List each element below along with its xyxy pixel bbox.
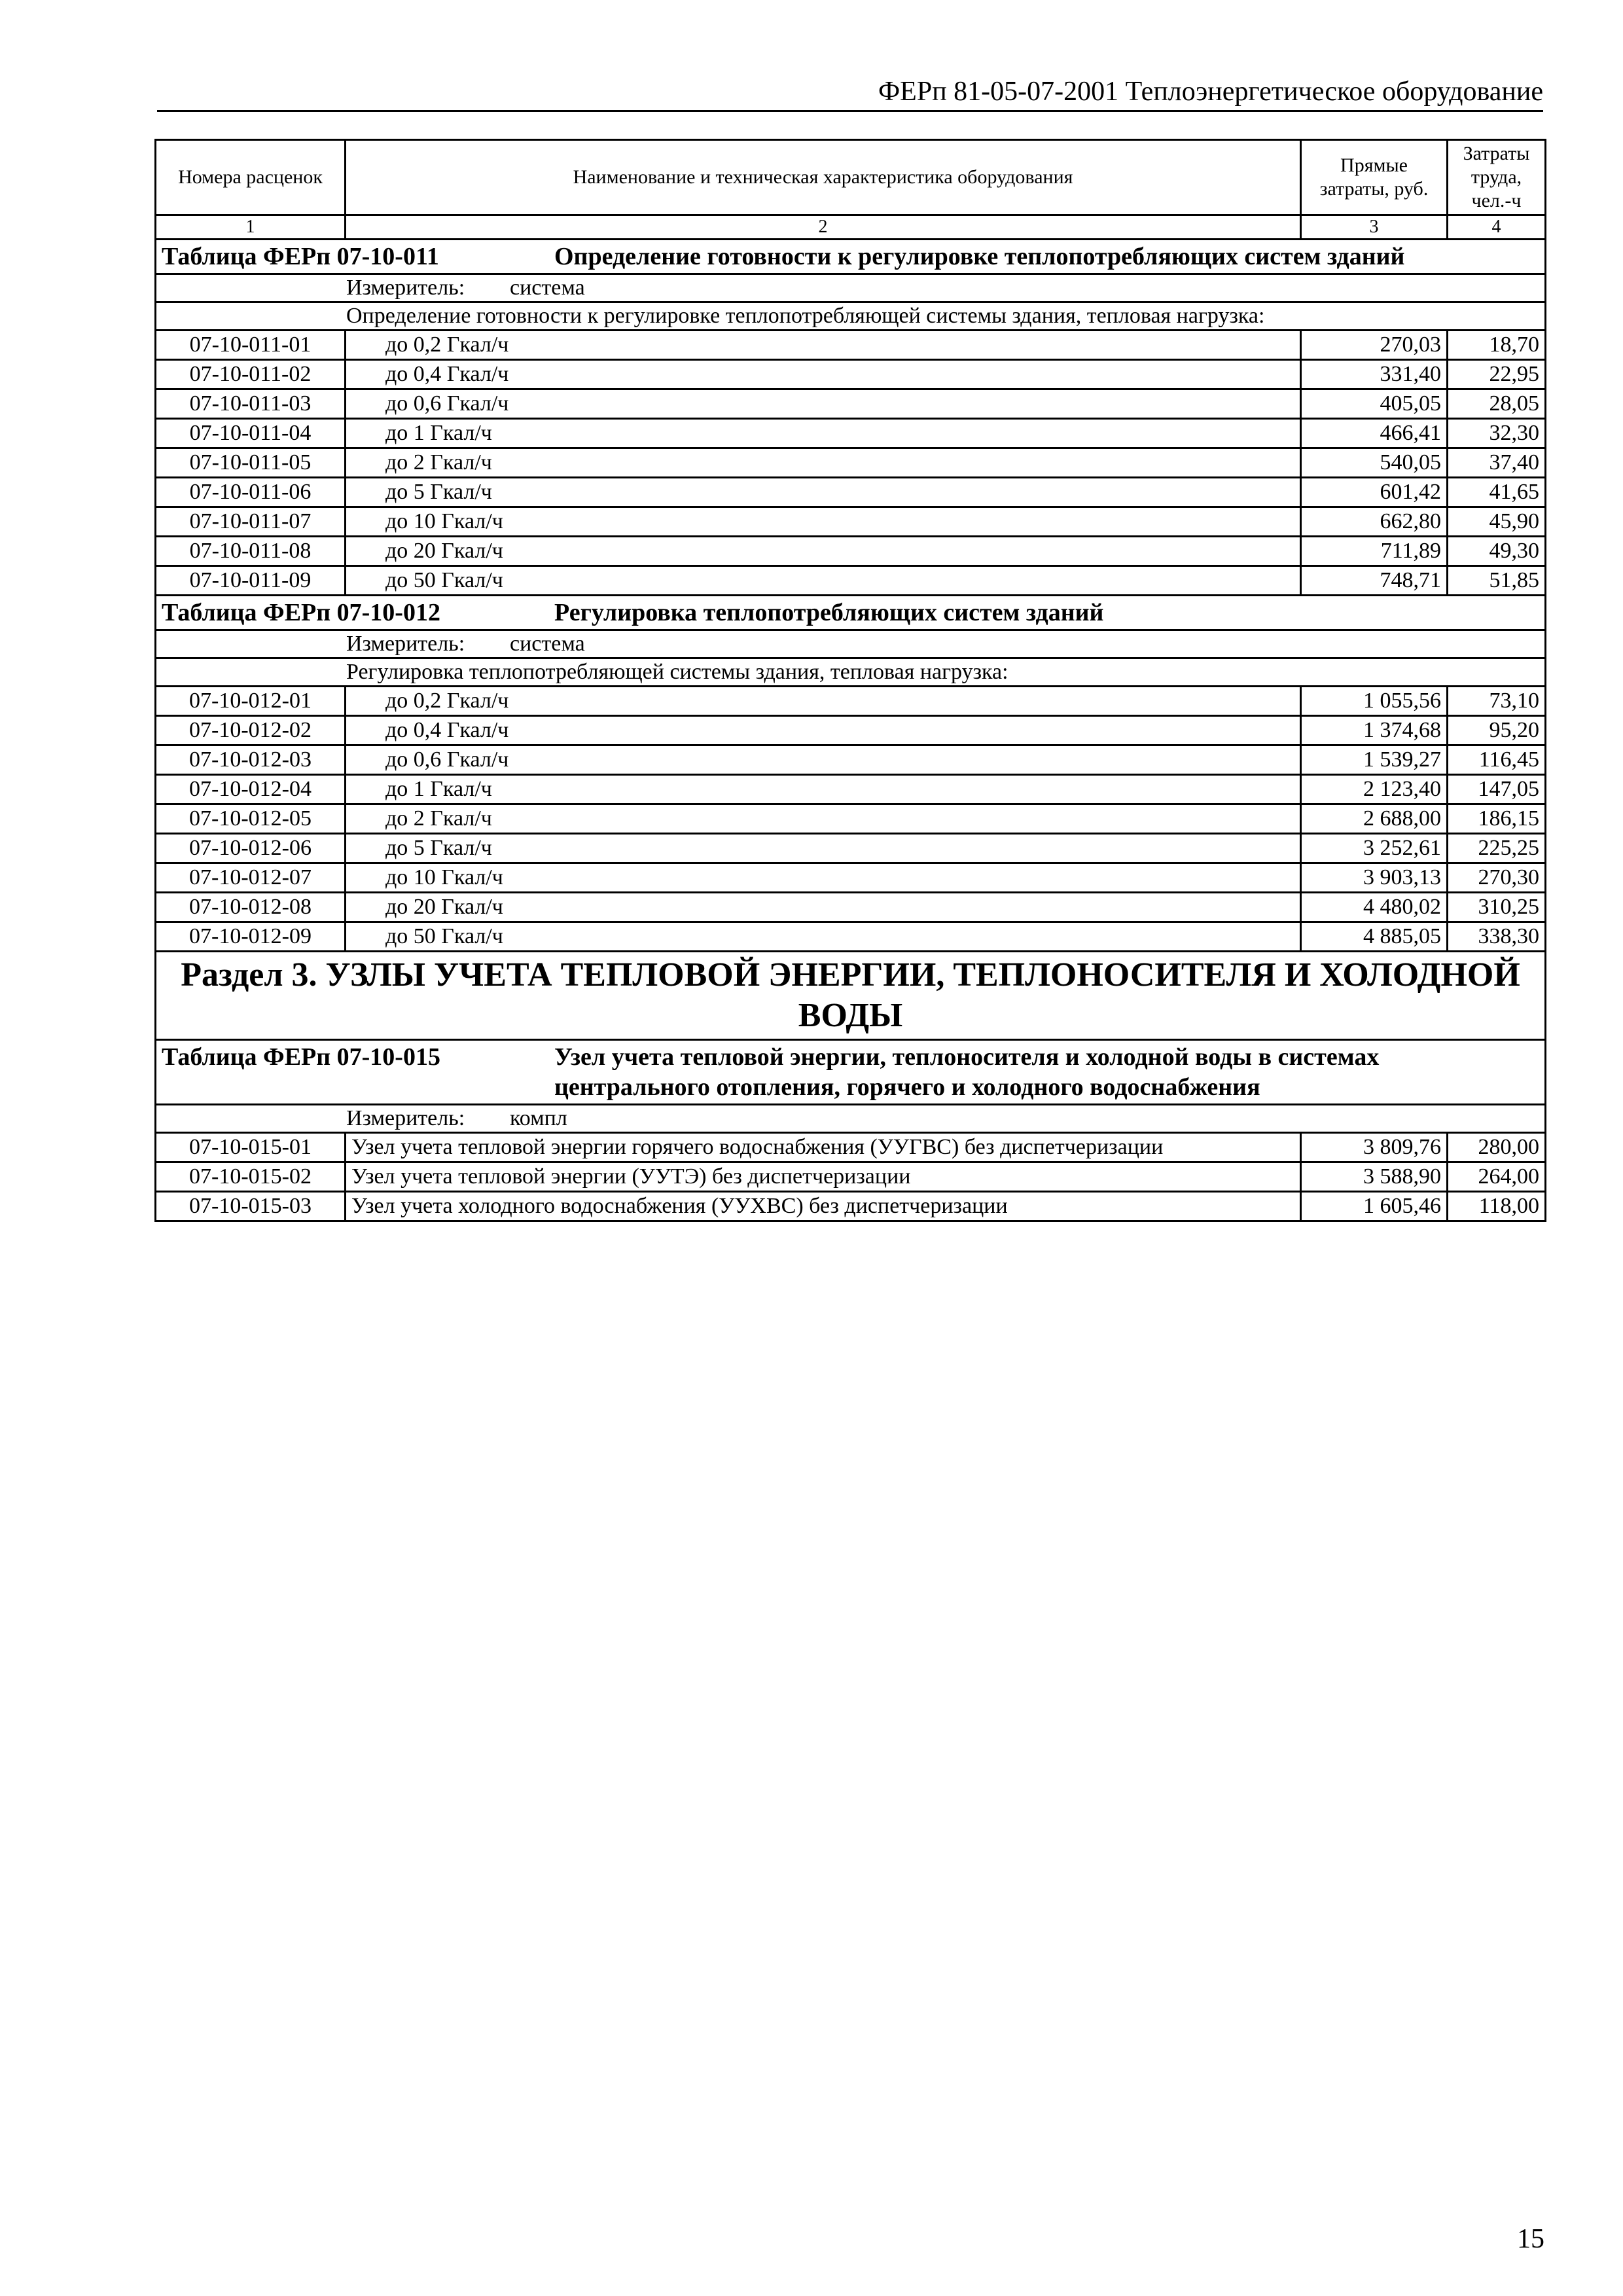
table-row [156,566,1546,596]
rate-code: 07-10-012-09 [156,922,346,952]
column-headers [156,140,1546,215]
table-row [156,478,1546,507]
labor-cost: 73,10 [1448,687,1546,716]
rate-code: 07-10-011-05 [156,448,346,478]
col-number-2: 2 [346,215,1301,240]
labor-cost: 270,30 [1448,863,1546,893]
col-number-4: 4 [1448,215,1546,240]
table-row [156,448,1546,478]
measure-value: система [510,276,585,300]
rate-description: Узел учета тепловой энергии (УУТЭ) без диспетчеризации [346,1162,1301,1192]
rate-code: 07-10-011-06 [156,478,346,507]
table-row [156,834,1546,863]
labor-cost: 45,90 [1448,507,1546,537]
direct-cost: 2 123,40 [1301,775,1448,804]
table-row [156,537,1546,566]
direct-cost: 466,41 [1301,419,1448,448]
labor-cost: 147,05 [1448,775,1546,804]
direct-cost: 1 605,46 [1301,1192,1448,1221]
direct-cost: 331,40 [1301,360,1448,389]
table-015-heading [156,1040,1546,1105]
rate-description: Узел учета холодного водоснабжения (УУХВС) без диспетчеризации [346,1192,1301,1221]
direct-cost: 270,03 [1301,331,1448,360]
table-row [156,1162,1546,1192]
labor-cost: 37,40 [1448,448,1546,478]
table-row [156,507,1546,537]
direct-cost: 4 480,02 [1301,893,1448,922]
rate-code: 07-10-012-02 [156,716,346,745]
labor-cost: 49,30 [1448,537,1546,566]
table-row [156,922,1546,952]
table-011-measure [156,274,1546,302]
col-header-codes: Номера расценок [156,140,346,215]
labor-cost: 225,25 [1448,834,1546,863]
table-row [156,893,1546,922]
table-row [156,745,1546,775]
table-row [156,389,1546,419]
rate-description: до 50 Гкал/ч [346,922,1301,952]
labor-cost: 32,30 [1448,419,1546,448]
rate-code: 07-10-011-08 [156,537,346,566]
rate-code: 07-10-012-01 [156,687,346,716]
rate-code: 07-10-012-03 [156,745,346,775]
table-011-note: Определение готовности к регулировке теплопотребляющей системы здания, тепловая нагрузка: [156,302,1546,331]
rate-description: до 0,4 Гкал/ч [346,716,1301,745]
rate-description: до 20 Гкал/ч [346,537,1301,566]
direct-cost: 601,42 [1301,478,1448,507]
direct-cost: 3 252,61 [1301,834,1448,863]
labor-cost: 41,65 [1448,478,1546,507]
labor-cost: 118,00 [1448,1192,1546,1221]
table-012-title: Регулировка теплопотребляющих систем зданий [554,599,1104,626]
rate-code: 07-10-012-04 [156,775,346,804]
direct-cost: 748,71 [1301,566,1448,596]
table-015-code: Таблица ФЕРп 07-10-015 [162,1043,440,1071]
labor-cost: 116,45 [1448,745,1546,775]
direct-cost: 1 539,27 [1301,745,1448,775]
rate-description: до 5 Гкал/ч [346,834,1301,863]
rate-description: до 20 Гкал/ч [346,893,1301,922]
table-row [156,419,1546,448]
rate-description: до 10 Гкал/ч [346,507,1301,537]
direct-cost: 2 688,00 [1301,804,1448,834]
table-012-heading [156,596,1546,630]
rate-code: 07-10-015-03 [156,1192,346,1221]
labor-cost: 28,05 [1448,389,1546,419]
measure-label: Измеритель: [346,276,465,300]
rate-description: до 1 Гкал/ч [346,775,1301,804]
measure-value: компл [510,1106,567,1130]
table-row [156,716,1546,745]
table-row [156,331,1546,360]
labor-cost: 338,30 [1448,922,1546,952]
rate-description: до 0,6 Гкал/ч [346,389,1301,419]
rate-description: до 2 Гкал/ч [346,448,1301,478]
rate-code: 07-10-015-01 [156,1133,346,1162]
table-row [156,687,1546,716]
direct-cost: 711,89 [1301,537,1448,566]
direct-cost: 3 588,90 [1301,1162,1448,1192]
rate-description: до 10 Гкал/ч [346,863,1301,893]
rate-code: 07-10-011-09 [156,566,346,596]
col-number-1: 1 [156,215,346,240]
labor-cost: 264,00 [1448,1162,1546,1192]
table-012-measure [156,630,1546,658]
labor-cost: 51,85 [1448,566,1546,596]
rate-description: Узел учета тепловой энергии горячего водоснабжения (УУГВС) без диспетчеризации [346,1133,1301,1162]
table-row [156,360,1546,389]
direct-cost: 1 055,56 [1301,687,1448,716]
table-012-code: Таблица ФЕРп 07-10-012 [162,599,440,626]
direct-cost: 540,05 [1301,448,1448,478]
table-011-title: Определение готовности к регулировке теплопотребляющих систем зданий [554,243,1405,270]
table-row [156,1192,1546,1221]
rate-code: 07-10-012-06 [156,834,346,863]
rate-code: 07-10-011-02 [156,360,346,389]
rate-code: 07-10-011-07 [156,507,346,537]
measure-label: Измеритель: [346,1106,465,1130]
direct-cost: 4 885,05 [1301,922,1448,952]
direct-cost: 3 809,76 [1301,1133,1448,1162]
col-header-labor-costs: Затраты труда, чел.-ч [1448,140,1546,215]
rate-description: до 50 Гкал/ч [346,566,1301,596]
labor-cost: 310,25 [1448,893,1546,922]
direct-cost: 662,80 [1301,507,1448,537]
rates-table [154,139,1546,1222]
labor-cost: 95,20 [1448,716,1546,745]
rate-code: 07-10-011-01 [156,331,346,360]
table-row [156,1133,1546,1162]
measure-label: Измеритель: [346,632,465,656]
measure-value: система [510,632,585,656]
rate-code: 07-10-011-03 [156,389,346,419]
rate-code: 07-10-012-08 [156,893,346,922]
labor-cost: 280,00 [1448,1133,1546,1162]
table-row [156,775,1546,804]
table-row [156,863,1546,893]
rate-description: до 0,6 Гкал/ч [346,745,1301,775]
col-header-direct-costs: Прямые затраты, руб. [1301,140,1448,215]
direct-cost: 3 903,13 [1301,863,1448,893]
page-number: 15 [1517,2224,1544,2254]
table-012-note: Регулировка теплопотребляющей системы здания, тепловая нагрузка: [156,658,1546,687]
rate-code: 07-10-015-02 [156,1162,346,1192]
direct-cost: 1 374,68 [1301,716,1448,745]
rate-code: 07-10-011-04 [156,419,346,448]
labor-cost: 22,95 [1448,360,1546,389]
direct-cost: 405,05 [1301,389,1448,419]
section-3-heading: Раздел 3. УЗЛЫ УЧЕТА ТЕПЛОВОЙ ЭНЕРГИИ, ТЕПЛОНОСИТЕЛЯ И ХОЛОДНОЙ ВОДЫ [156,952,1546,1040]
page-header: ФЕРп 81-05-07-2001 Теплоэнергетическое оборудование [157,73,1543,112]
rate-code: 07-10-012-07 [156,863,346,893]
column-numbers [156,215,1546,240]
table-011-code: Таблица ФЕРп 07-10-011 [162,243,439,270]
rate-description: до 0,4 Гкал/ч [346,360,1301,389]
table-015-title: Узел учета тепловой энергии, теплоносителя и холодной воды в системах центрального отопления, горячего и холодного водоснабжения [554,1043,1380,1101]
table-row [156,804,1546,834]
labor-cost: 186,15 [1448,804,1546,834]
rate-description: до 5 Гкал/ч [346,478,1301,507]
rate-description: до 0,2 Гкал/ч [346,687,1301,716]
rate-code: 07-10-012-05 [156,804,346,834]
labor-cost: 18,70 [1448,331,1546,360]
table-015-measure [156,1105,1546,1133]
rate-description: до 0,2 Гкал/ч [346,331,1301,360]
table-011-heading [156,240,1546,274]
col-header-description: Наименование и техническая характеристика оборудования [346,140,1301,215]
col-number-3: 3 [1301,215,1448,240]
rate-description: до 1 Гкал/ч [346,419,1301,448]
rate-description: до 2 Гкал/ч [346,804,1301,834]
